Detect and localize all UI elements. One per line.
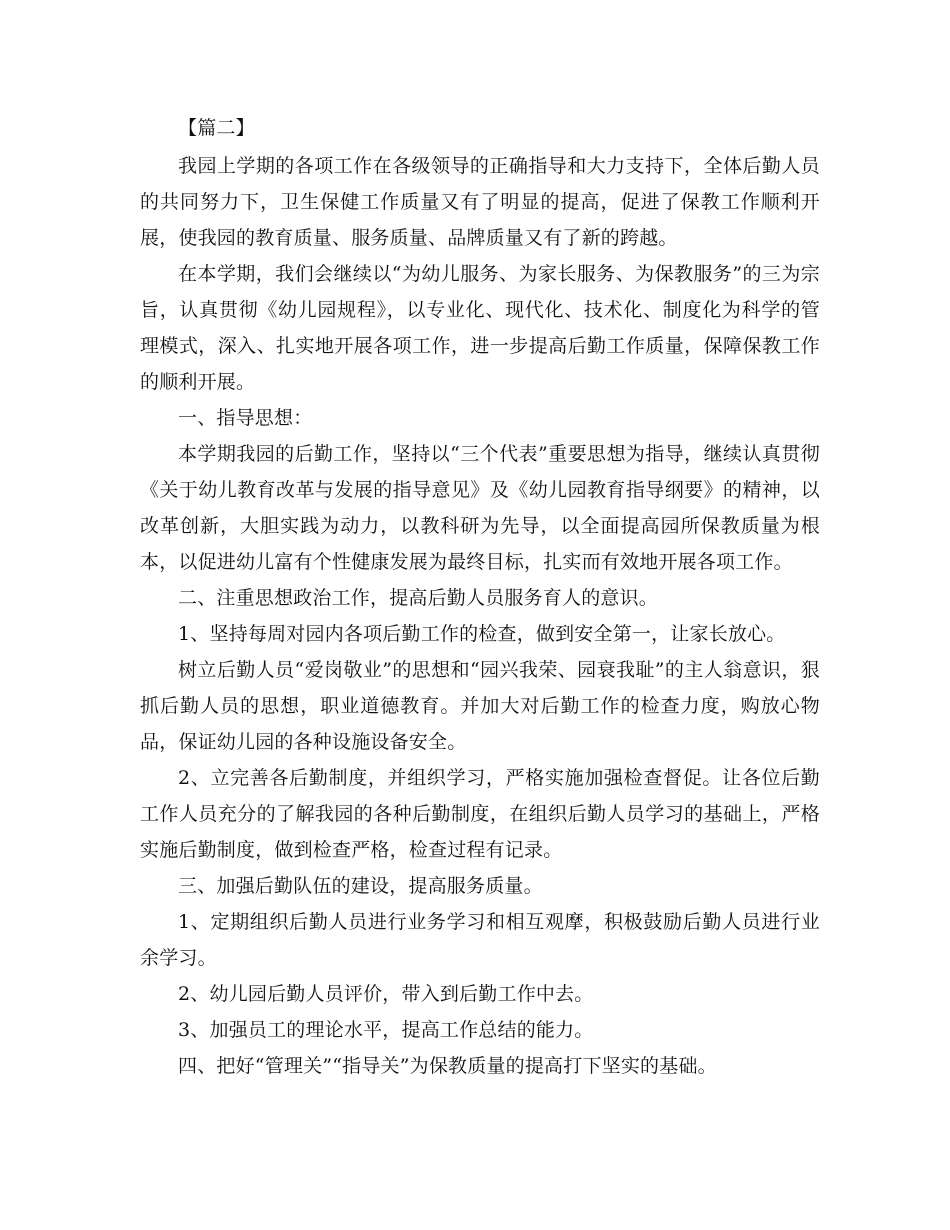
paragraph-heading: 二、注重思想政治工作，提高后勤人员服务育人的意识。	[178, 587, 659, 609]
paragraph: 2、立完善各后勤制度，并组织学习，严格实施加强检查督促。让各位后勤工作人员充分的了解我园的各种后勤制度，在组织后勤人员学习的基础上，严格实施后勤制度，做到检查严格，检查过程有记录。	[140, 767, 820, 861]
paragraph-heading: 一、指导思想：	[178, 407, 313, 429]
paragraph: 1、坚持每周对园内各项后勤工作的检查，做到安全第一，让家长放心。	[178, 623, 786, 645]
paragraph: 在本学期，我们会继续以“为幼儿服务、为家长服务、为保教服务”的三为宗旨，认真贯彻《幼儿园规程》，以专业化、现代化、技术化、制度化为科学的管理模式，深入、扎实地开展各项工作，进一步提高后勤工作质量，保障保教工作的顺利开展。	[140, 263, 820, 393]
paragraph: 3、加强员工的理论水平，提高工作总结的能力。	[178, 1019, 594, 1041]
paragraph-heading: 三、加强后勤队伍的建设，提高服务质量。	[178, 875, 543, 897]
paragraph: 树立后勤人员“爱岗敬业”的思想和“园兴我荣、园衰我耻”的主人翁意识，狠抓后勤人员的思想，职业道德教育。并加大对后勤工作的检查力度，购放心物品，保证幼儿园的各种设施设备安全。	[140, 659, 820, 753]
paragraph: 1、定期组织后勤人员进行业务学习和相互观摩，积极鼓励后勤人员进行业余学习。	[140, 911, 820, 969]
paragraph-heading: 四、把好“管理关”“指导关”为保教质量的提高打下坚实的基础。	[178, 1055, 717, 1077]
document-page	[140, 110, 820, 1084]
paragraph: 2、幼儿园后勤人员评价，带入到后勤工作中去。	[178, 983, 594, 1005]
section-heading: 【篇二】	[178, 117, 255, 139]
paragraph: 本学期我园的后勤工作，坚持以“三个代表”重要思想为指导，继续认真贯彻《关于幼儿教育改革与发展的指导意见》及《幼儿园教育指导纲要》的精神，以改革创新，大胆实践为动力，以教科研为先导，以全面提高园所保教质量为根本，以促进幼儿富有个性健康发展为最终目标，扎实而有效地开展各项工作。	[140, 443, 820, 573]
paragraph: 我园上学期的各项工作在各级领导的正确指导和大力支持下，全体后勤人员的共同努力下，卫生保健工作质量又有了明显的提高，促进了保教工作顺利开展，使我园的教育质量、服务质量、品牌质量又有了新的跨越。	[140, 155, 820, 249]
